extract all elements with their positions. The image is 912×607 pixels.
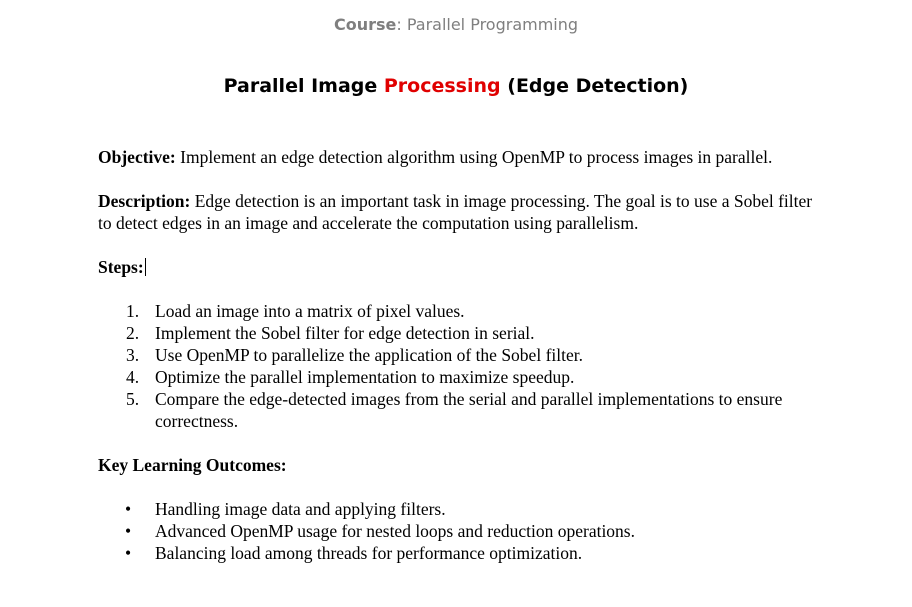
title-part-2: (Edge Detection) xyxy=(500,75,689,97)
list-item xyxy=(98,388,818,432)
steps-label: Steps: xyxy=(98,257,144,277)
outcome-text: Balancing load among threads for performance optimization. xyxy=(155,543,583,563)
objective-label: Objective: xyxy=(98,147,176,167)
step-text: Load an image into a matrix of pixel values. xyxy=(155,301,465,321)
course-header xyxy=(0,14,912,36)
objective-text: Implement an edge detection algorithm using OpenMP to process images in parallel. xyxy=(175,147,773,167)
outcomes-label: Key Learning Outcomes: xyxy=(98,455,287,475)
course-label: Course xyxy=(333,15,397,34)
objective-paragraph xyxy=(98,146,818,168)
step-text: Use OpenMP to parallelize the application of the Sobel filter. xyxy=(155,345,583,365)
description-paragraph xyxy=(98,190,818,234)
outcome-text: Advanced OpenMP usage for nested loops and reduction operations. xyxy=(155,521,635,541)
outcomes-list xyxy=(98,498,818,564)
description-label: Description: xyxy=(98,191,191,211)
step-text: Optimize the parallel implementation to maximize speedup. xyxy=(155,367,575,387)
bullet-icon: • xyxy=(125,499,132,519)
step-text: Compare the edge-detected images from the serial and parallel implementations to ensure correctness. xyxy=(155,389,783,431)
list-item xyxy=(98,542,818,564)
step-number: 1. xyxy=(126,301,140,321)
steps-list xyxy=(98,300,818,432)
title-highlight: Processing xyxy=(383,75,501,97)
list-item xyxy=(98,300,818,322)
title-part-1: Parallel Image xyxy=(223,75,384,97)
bullet-icon: • xyxy=(125,521,132,541)
document-body[interactable] xyxy=(98,146,818,564)
step-number: 4. xyxy=(126,367,140,387)
step-number: 3. xyxy=(126,345,140,365)
list-item xyxy=(98,322,818,344)
outcomes-heading xyxy=(98,454,818,476)
step-text: Implement the Sobel filter for edge detection in serial. xyxy=(155,323,535,343)
list-item xyxy=(98,520,818,542)
list-item xyxy=(98,498,818,520)
course-separator: : xyxy=(396,15,407,34)
course-name: Parallel Programming xyxy=(406,15,579,34)
list-item xyxy=(98,344,818,366)
text-cursor xyxy=(145,258,146,276)
steps-heading xyxy=(98,256,818,278)
document-title xyxy=(0,73,912,99)
step-number: 5. xyxy=(126,389,140,409)
bullet-icon: • xyxy=(125,543,132,563)
outcome-text: Handling image data and applying filters. xyxy=(155,499,446,519)
list-item xyxy=(98,366,818,388)
description-text: Edge detection is an important task in image processing. The goal is to use a Sobel filter to detect edges in an image and accelerate the computation using parallelism. xyxy=(98,191,813,233)
step-number: 2. xyxy=(126,323,140,343)
